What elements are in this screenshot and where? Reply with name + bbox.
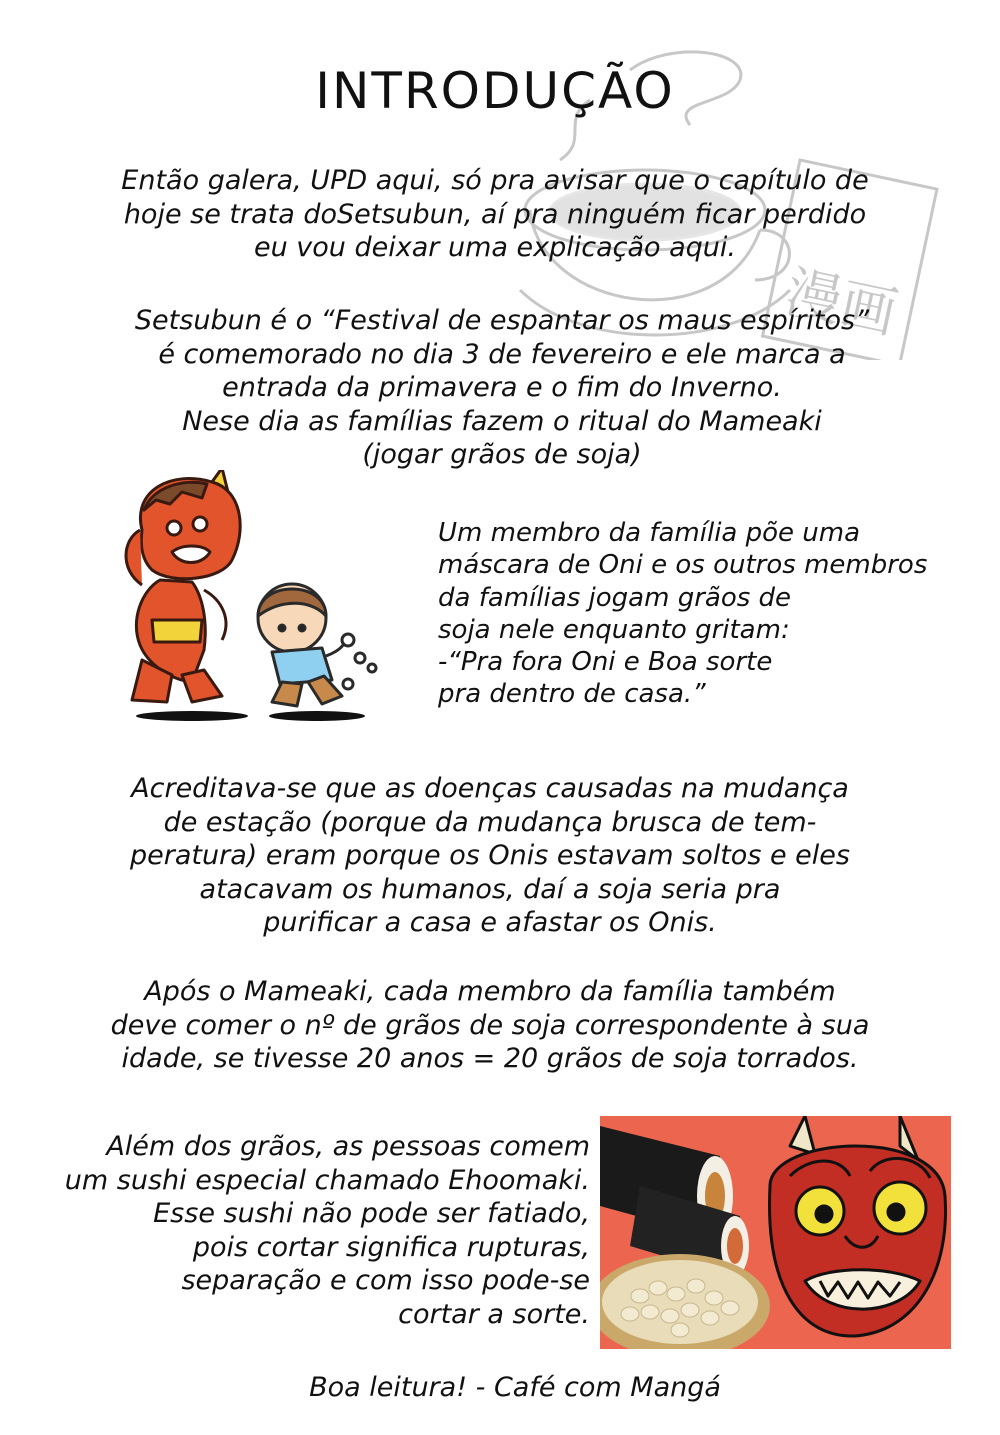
oni-shadow (136, 711, 248, 721)
text-line: purificar a casa e afastar os Onis. (263, 907, 717, 938)
apos-mameaki-paragraph (0, 975, 980, 1076)
footer-signoff: Boa leitura! - Café com Mangá (309, 1372, 721, 1403)
text-line: da famílias jogam grãos de (438, 582, 792, 613)
oni-figure (126, 470, 240, 702)
text-line: Nese dia as famílias fazem o ritual do Mameaki (182, 405, 822, 437)
page-title: INTRODUÇÃO (315, 62, 675, 120)
text-line: hoje se trata doSetsubun, aí pra ninguém ficar perdido (123, 198, 867, 230)
text-line: atacavam os humanos, daí a soja seria pra (199, 873, 781, 905)
text-line: de estação (porque da mudança brusca de tem- (163, 806, 817, 838)
text-line: entrada da primavera e o fim do Inverno. (222, 372, 782, 403)
setsubun-paragraph (0, 304, 1000, 472)
text-line: Um membro da família põe uma (438, 518, 861, 548)
text-line: Então galera, UPD aqui, só pra avisar que o capítulo de (121, 165, 869, 196)
text-line: (jogar grãos de soja) (362, 439, 642, 470)
intro-paragraph (0, 164, 990, 265)
text-line: cortar a sorte. (398, 1298, 590, 1330)
doencas-paragraph (0, 772, 980, 940)
text-line: é comemorado no dia 3 de fevereiro e ele marca a (158, 338, 846, 370)
text-line: -“Pra fora Oni e Boa sorte (438, 647, 773, 678)
ehoomaki-paragraph (20, 1130, 590, 1331)
text-line: um sushi especial chamado Ehoomaki. (64, 1164, 590, 1196)
text-line: deve comer o nº de grãos de soja correspondente à sua (110, 1009, 870, 1041)
mameaki-paragraph (438, 517, 978, 711)
text-line: máscara de Oni e os outros membros (438, 550, 928, 581)
text-line: Após o Mameaki, cada membro da família também (144, 976, 836, 1007)
text-line: pois cortar significa rupturas, (192, 1231, 590, 1263)
text-line: Acreditava-se que as doenças causadas na mudança (131, 773, 849, 804)
watermark-kanji: 漫画 (779, 259, 903, 347)
text-line: eu vou deixar uma explicação aqui. (254, 232, 736, 263)
child-figure (258, 584, 376, 706)
text-line: Além dos grãos, as pessoas comem (106, 1131, 590, 1162)
text-line: pra dentro de casa.” (438, 679, 706, 710)
text-line: separação e com isso pode-se (181, 1265, 590, 1296)
text-line: idade, se tivesse 20 anos = 20 grãos de soja torrados. (121, 1043, 859, 1074)
oni-chasing-child-illustration (112, 470, 402, 730)
text-line: Setsubun é o “Festival de espantar os maus espíritos” (134, 305, 870, 336)
text-line: Esse sushi não pode ser fatiado, (153, 1198, 590, 1229)
text-line: soja nele enquanto gritam: (438, 614, 790, 645)
ehoomaki-soy-oni-mask-photo (600, 1116, 951, 1349)
child-shadow (269, 711, 365, 721)
text-line: peratura) eram porque os Onis estavam soltos e eles (130, 840, 850, 871)
